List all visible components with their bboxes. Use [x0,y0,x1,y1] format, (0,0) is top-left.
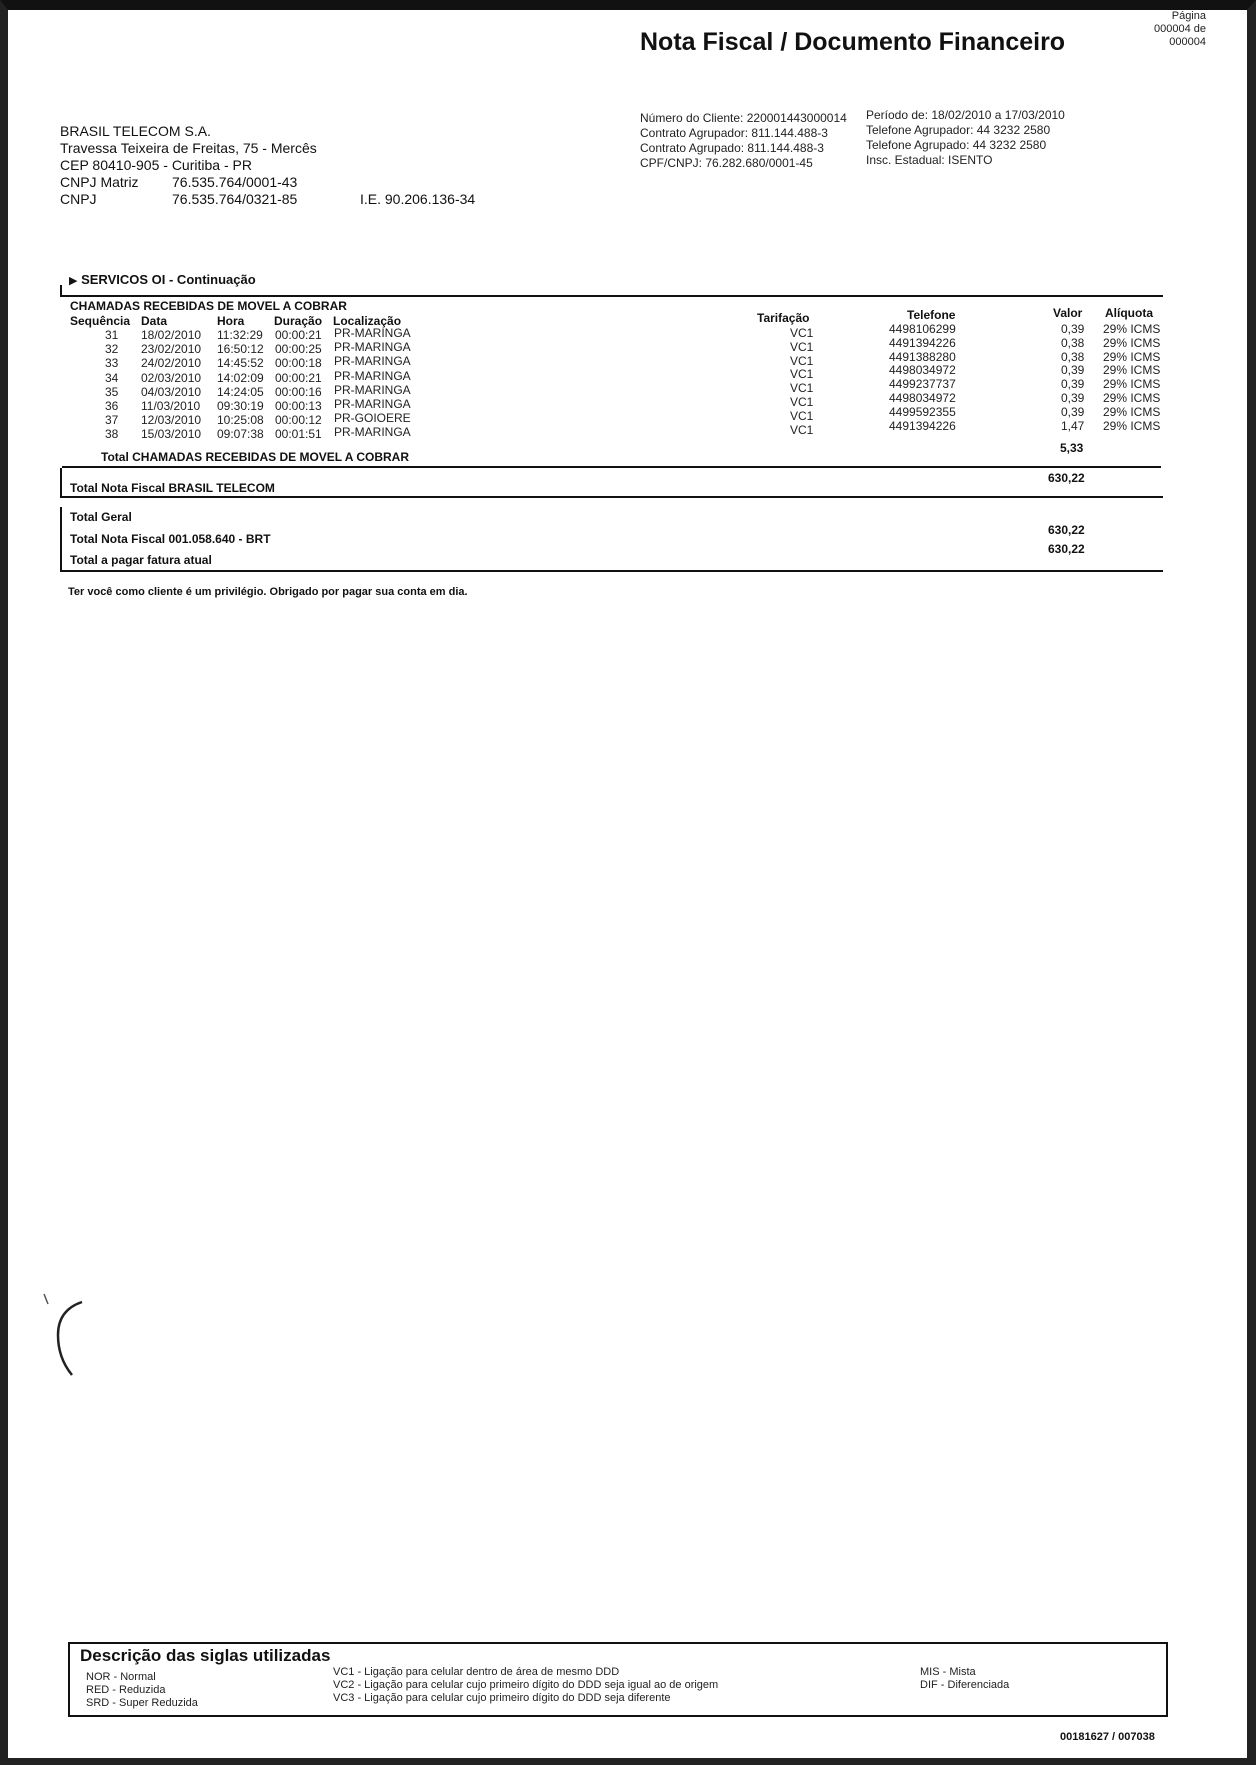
row-38-tarif: VC1 [790,422,814,437]
state-registration: Insc. Estadual: ISENTO [866,153,993,167]
row-32-valor: 0,38 [1061,335,1085,350]
row-35-tel: 4499237737 [889,377,956,392]
col-hora: Hora [217,314,245,328]
row-34-valor: 0,39 [1061,363,1085,378]
subtotal-label: Total CHAMADAS RECEBIDAS DE MOVEL A COBRAR [101,450,410,464]
col-localizacao: Localização [333,314,402,328]
row-37-seq: 37 [105,413,119,428]
document-title: Nota Fiscal / Documento Financeiro [640,28,1066,56]
legend-mis: MIS - Mista [920,1666,976,1678]
contract-agrupado: Contrato Agrupado: 811.144.488-3 [640,141,824,155]
row-36-seq: 36 [105,399,119,413]
row-31-tarif: VC1 [790,326,814,340]
amount-due-label: Total a pagar fatura atual [70,553,212,567]
row-38-local: PR-MARINGA [334,425,411,440]
row-33-hora: 14:45:52 [217,356,264,371]
row-31-tel: 4498106299 [889,322,956,336]
row-38-aliq: 29% ICMS [1103,418,1161,433]
row-33-aliq: 29% ICMS [1103,349,1161,364]
subtotal-value: 5,33 [1060,441,1084,455]
row-38-dur: 00:01:51 [275,427,322,442]
row-38-seq: 38 [105,427,119,442]
row-37-valor: 0,39 [1061,404,1085,419]
row-38-hora: 09:07:38 [217,427,264,442]
row-32-hora: 16:50:12 [217,342,264,357]
col-sequencia: Sequência [70,314,131,328]
client-cpf-cnpj: CPF/CNPJ: 76.282.680/0001-45 [640,156,813,170]
amount-due-value: 630,22 [1048,542,1085,556]
row-31-local: PR-MARINGA [334,326,411,340]
contract-agrupador: Contrato Agrupador: 811.144.488-3 [640,126,828,140]
nf-total-value: 630,22 [1048,523,1085,537]
row-37-data: 12/03/2010 [141,413,202,428]
cnpj-value: 76.535.764/0321-85 [172,191,298,207]
row-32-tel: 4491394226 [889,335,956,350]
section-title [69,272,256,287]
row-38-valor: 1,47 [1061,418,1085,433]
legend-vc1: VC1 - Ligação para celular dentro de área de mesmo DDD [333,1666,620,1678]
row-32-seq: 32 [105,342,119,357]
nota-total-label: Total Nota Fiscal BRASIL TELECOM [70,481,275,495]
row-33-dur: 00:00:18 [275,356,322,371]
row-37-aliq: 29% ICMS [1103,404,1161,419]
row-37-tel: 4499592355 [889,404,956,419]
document-code: 00181627 / 007038 [1060,1731,1155,1743]
company-cep: CEP 80410-905 - Curitiba - PR [60,157,252,173]
row-37-dur: 00:00:12 [275,413,322,428]
legend-vc2: VC2 - Ligação para celular cujo primeiro dígito do DDD seja igual ao de origem [333,1679,719,1691]
thank-you-message: Ter você como cliente é um privilégio. Obrigado por pagar sua conta em dia. [68,586,468,598]
legend-red: RED - Reduzida [86,1684,166,1696]
nota-total-value: 630,22 [1048,471,1085,485]
row-36-data: 11/03/2010 [141,399,201,413]
row-35-tarif: VC1 [790,381,814,396]
row-35-data: 04/03/2010 [141,384,202,399]
row-33-data: 24/02/2010 [141,356,202,371]
inscricao-estadual: I.E. 90.206.136-34 [360,191,476,207]
row-35-valor: 0,39 [1061,377,1085,392]
row-33-valor: 0,38 [1061,349,1085,364]
legend-nor: NOR - Normal [86,1671,156,1683]
col-data: Data [141,314,168,328]
row-37-local: PR-GOIOERE [334,411,411,426]
row-32-local: PR-MARINGA [334,340,411,355]
row-36-dur: 00:00:13 [275,399,322,413]
nf-total-label: Total Nota Fiscal 001.058.640 - BRT [70,532,271,546]
row-34-tel: 4498034972 [889,363,956,378]
row-34-tarif: VC1 [790,367,814,382]
row-31-aliq: 29% ICMS [1103,322,1161,336]
client-number: Número do Cliente: 220001443000014 [640,111,847,125]
row-36-local: PR-MARINGA [334,397,411,411]
row-33-seq: 33 [105,356,119,371]
col-tarifacao: Tarifação [757,311,810,325]
grand-total-label: Total Geral [70,510,132,524]
row-34-local: PR-MARINGA [334,368,411,383]
row-31-valor: 0,39 [1061,322,1085,336]
row-35-dur: 00:00:16 [275,384,322,399]
row-37-hora: 10:25:08 [217,413,264,428]
row-32-aliq: 29% ICMS [1103,335,1161,350]
play-arrow-icon: ▶ [69,275,78,287]
page-total: 000004 [1169,36,1206,48]
row-34-hora: 14:02:09 [217,370,264,385]
row-31-dur: 00:00:21 [275,328,322,342]
cnpj-label: CNPJ [60,191,97,207]
row-35-seq: 35 [105,384,119,399]
row-35-hora: 14:24:05 [217,384,264,399]
page-current: 000004 de [1154,23,1206,35]
row-36-valor: 0,39 [1061,391,1085,405]
row-37-tarif: VC1 [790,408,814,423]
row-34-aliq: 29% ICMS [1103,363,1161,378]
table-subtitle: CHAMADAS RECEBIDAS DE MOVEL A COBRAR [70,299,347,313]
row-31-seq: 31 [105,328,119,342]
row-36-aliq: 29% ICMS [1103,391,1161,405]
row-35-aliq: 29% ICMS [1103,377,1161,392]
row-32-data: 23/02/2010 [141,342,202,357]
scan-mark-icon [40,1290,100,1380]
col-telefone: Telefone [907,308,956,322]
page-label: Página [1171,10,1206,22]
row-34-dur: 00:00:21 [275,370,322,385]
row-36-hora: 09:30:19 [217,399,264,413]
cnpj-matriz-label: CNPJ Matriz [60,174,139,190]
cnpj-matriz-value: 76.535.764/0001-43 [172,174,298,190]
row-34-seq: 34 [105,370,119,385]
row-38-tel: 4491394226 [889,418,956,433]
company-address: Travessa Teixeira de Freitas, 75 - Mercês [60,140,317,156]
row-31-data: 18/02/2010 [141,328,202,342]
row-35-local: PR-MARINGA [334,382,411,397]
legend-title: Descrição das siglas utilizadas [80,1646,331,1665]
row-31-hora: 11:32:29 [217,328,263,342]
row-38-data: 15/03/2010 [141,427,202,442]
legend-dif: DIF - Diferenciada [920,1679,1010,1691]
company-name: BRASIL TELECOM S.A. [60,123,211,139]
row-32-dur: 00:00:25 [275,342,322,357]
row-33-local: PR-MARINGA [334,354,411,369]
col-duracao: Duração [274,314,323,328]
col-valor: Valor [1053,306,1083,320]
row-34-data: 02/03/2010 [141,370,202,385]
row-36-tarif: VC1 [790,395,814,409]
legend-srd: SRD - Super Reduzida [86,1697,198,1709]
row-33-tarif: VC1 [790,353,814,368]
legend-vc3: VC3 - Ligação para celular cujo primeiro dígito do DDD seja diferente [333,1692,671,1704]
row-32-tarif: VC1 [790,339,814,354]
row-33-tel: 4491388280 [889,349,956,364]
phone-agrupado: Telefone Agrupado: 44 3232 2580 [866,138,1047,152]
section-title-text: SERVICOS OI - Continuação [81,272,256,287]
phone-agrupador: Telefone Agrupador: 44 3232 2580 [866,123,1051,137]
billing-period: Período de: 18/02/2010 a 17/03/2010 [866,108,1065,122]
col-aliquota: Alíquota [1105,306,1153,320]
row-36-tel: 4498034972 [889,391,956,405]
